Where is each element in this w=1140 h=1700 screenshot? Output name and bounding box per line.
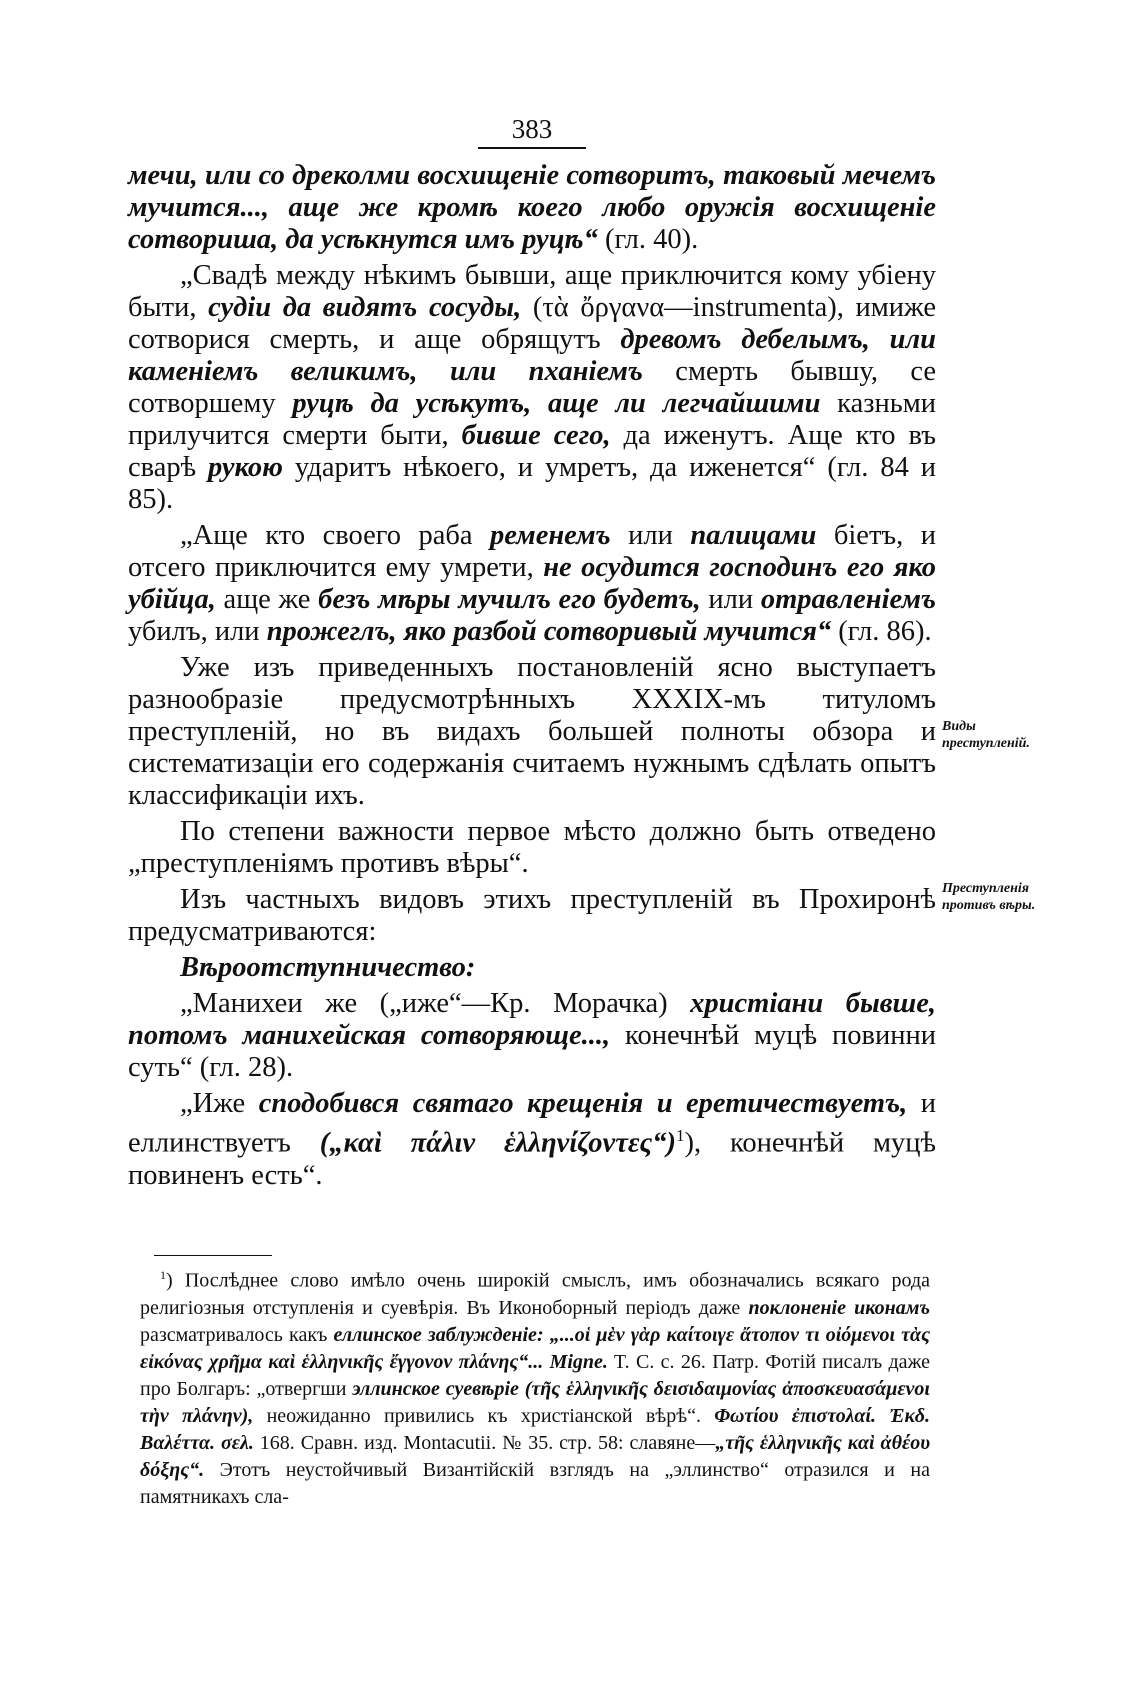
section-heading: Вѣроотступничество: (180, 952, 476, 983)
page-number-rule (478, 147, 586, 149)
footnote-text: $^1$) Послѣднее слово имѣло очень широкій смыслъ, имъ обозначались всякаго рода религіозныя отступленія и суевѣрія. Въ Иконоборный періодъ даже поклоненіе иконамъ разсматривалось какъ еллинское заблужденіе: „...οἱ μὲν γὰρ καίτοιγε ἄτοπον τι οἰόμενοι τὰς εἰκόνας χρῆμα καὶ ἑλληνικῆς ἔγγονον πλάνης“... Migne. T. C. c. 26. Патр. Фотій писалъ даже про Болгаръ: „отвергши эллинское суевѣріе (τῆς ἑλληνικῆς δεισιδαιμονίας ἀποσκευασάμενοι τὴν πλάνην), неожиданно привились къ христіанской вѣрѣ“. Φωτίου ἐπιστολαί. Ἐκδ. Βαλέττα. σελ. 168. Сравн. изд. Montacutii. № 35. стр. 58: славяне—„τῆς ἑλληνικῆς καὶ ἀθέου δόξης“. Этотъ неустойчивый Византійскій взглядъ на „эллинство“ отразился и на памятникахъ сла- (140, 1268, 931, 1508)
page-number: 383 (511, 114, 553, 144)
paragraph-2: „Свадѣ между нѣкимъ бывши, аще приключится кому убіену быти, судіи да видятъ сосуды, (τὰ ὄργανα—instrumenta), имиже сотворися смерть, и аще обрящутъ древомъ дебелымъ, или каменіемъ великимъ, или пханіемъ смерть бывшу, се сотворшему руцѣ да усѣкутъ, аще ли легчайшими казньми прилучится смерти быти, бивше сего, да иженутъ. Аще кто въ сварѣ рукою ударитъ нѣкоего, и умретъ, да иженется“ (гл. 84 и 85). (128, 260, 937, 515)
footnote-rule (154, 1255, 272, 1256)
paragraph-3: „Аще кто своего раба ременемъ или палицами біетъ, и отсего приключится ему умрети, не осудится господинъ его яко убійца, аще же безъ мѣры мучилъ его будетъ, или отравленіемъ убилъ, или прожеглъ, яко разбой сотворивый мучится“ (гл. 86). (128, 520, 936, 647)
margin-note-vidy: Виды преступленій. (942, 719, 1030, 751)
paragraph-6: Изъ частныхъ видовъ этихъ преступленій въ Прохиронѣ предусматриваются: (128, 884, 936, 947)
paragraph-7: „Манихеи же („иже“—Кр. Морачка) христіани бывше, потомъ манихейская сотворяюще..., конечнѣй муцѣ повинни суть“ (гл. 28). (128, 988, 936, 1083)
footnote (140, 1262, 930, 1511)
paragraph-8: „Иже сподобився святаго крещенія и еретичествуетъ, и еллинствуетъ („καὶ πάλιν ἑλληνίζοντες“)$^1$), конечнѣй муцѣ повиненъ есть“. (128, 1088, 937, 1191)
margin-note-prestuplenia: Преступленія противъ вѣры. (942, 881, 1036, 913)
main-text (128, 160, 936, 1196)
paragraph-5: По степени важности первое мѣсто должно быть отведено „преступленіямъ противъ вѣры“. (128, 816, 936, 879)
paragraph-4: Уже изъ приведенныхъ постановленій ясно выступаетъ разнообразіе предусмотрѣнныхъ XXXIX-мъ титуломъ преступленій, но въ видахъ большей полноты обзора и систематизаціи его содержанія считаемъ нужнымъ сдѣлать опытъ классификаціи ихъ. (128, 652, 936, 811)
paragraph-1: мечи, или со дреколми восхищеніе сотворитъ, таковый мечемъ мучится..., аще же кромѣ коего любо оружія восхищеніе сотвориша, да усѣкнутся имъ руцѣ“ (гл. 40). (128, 160, 936, 255)
